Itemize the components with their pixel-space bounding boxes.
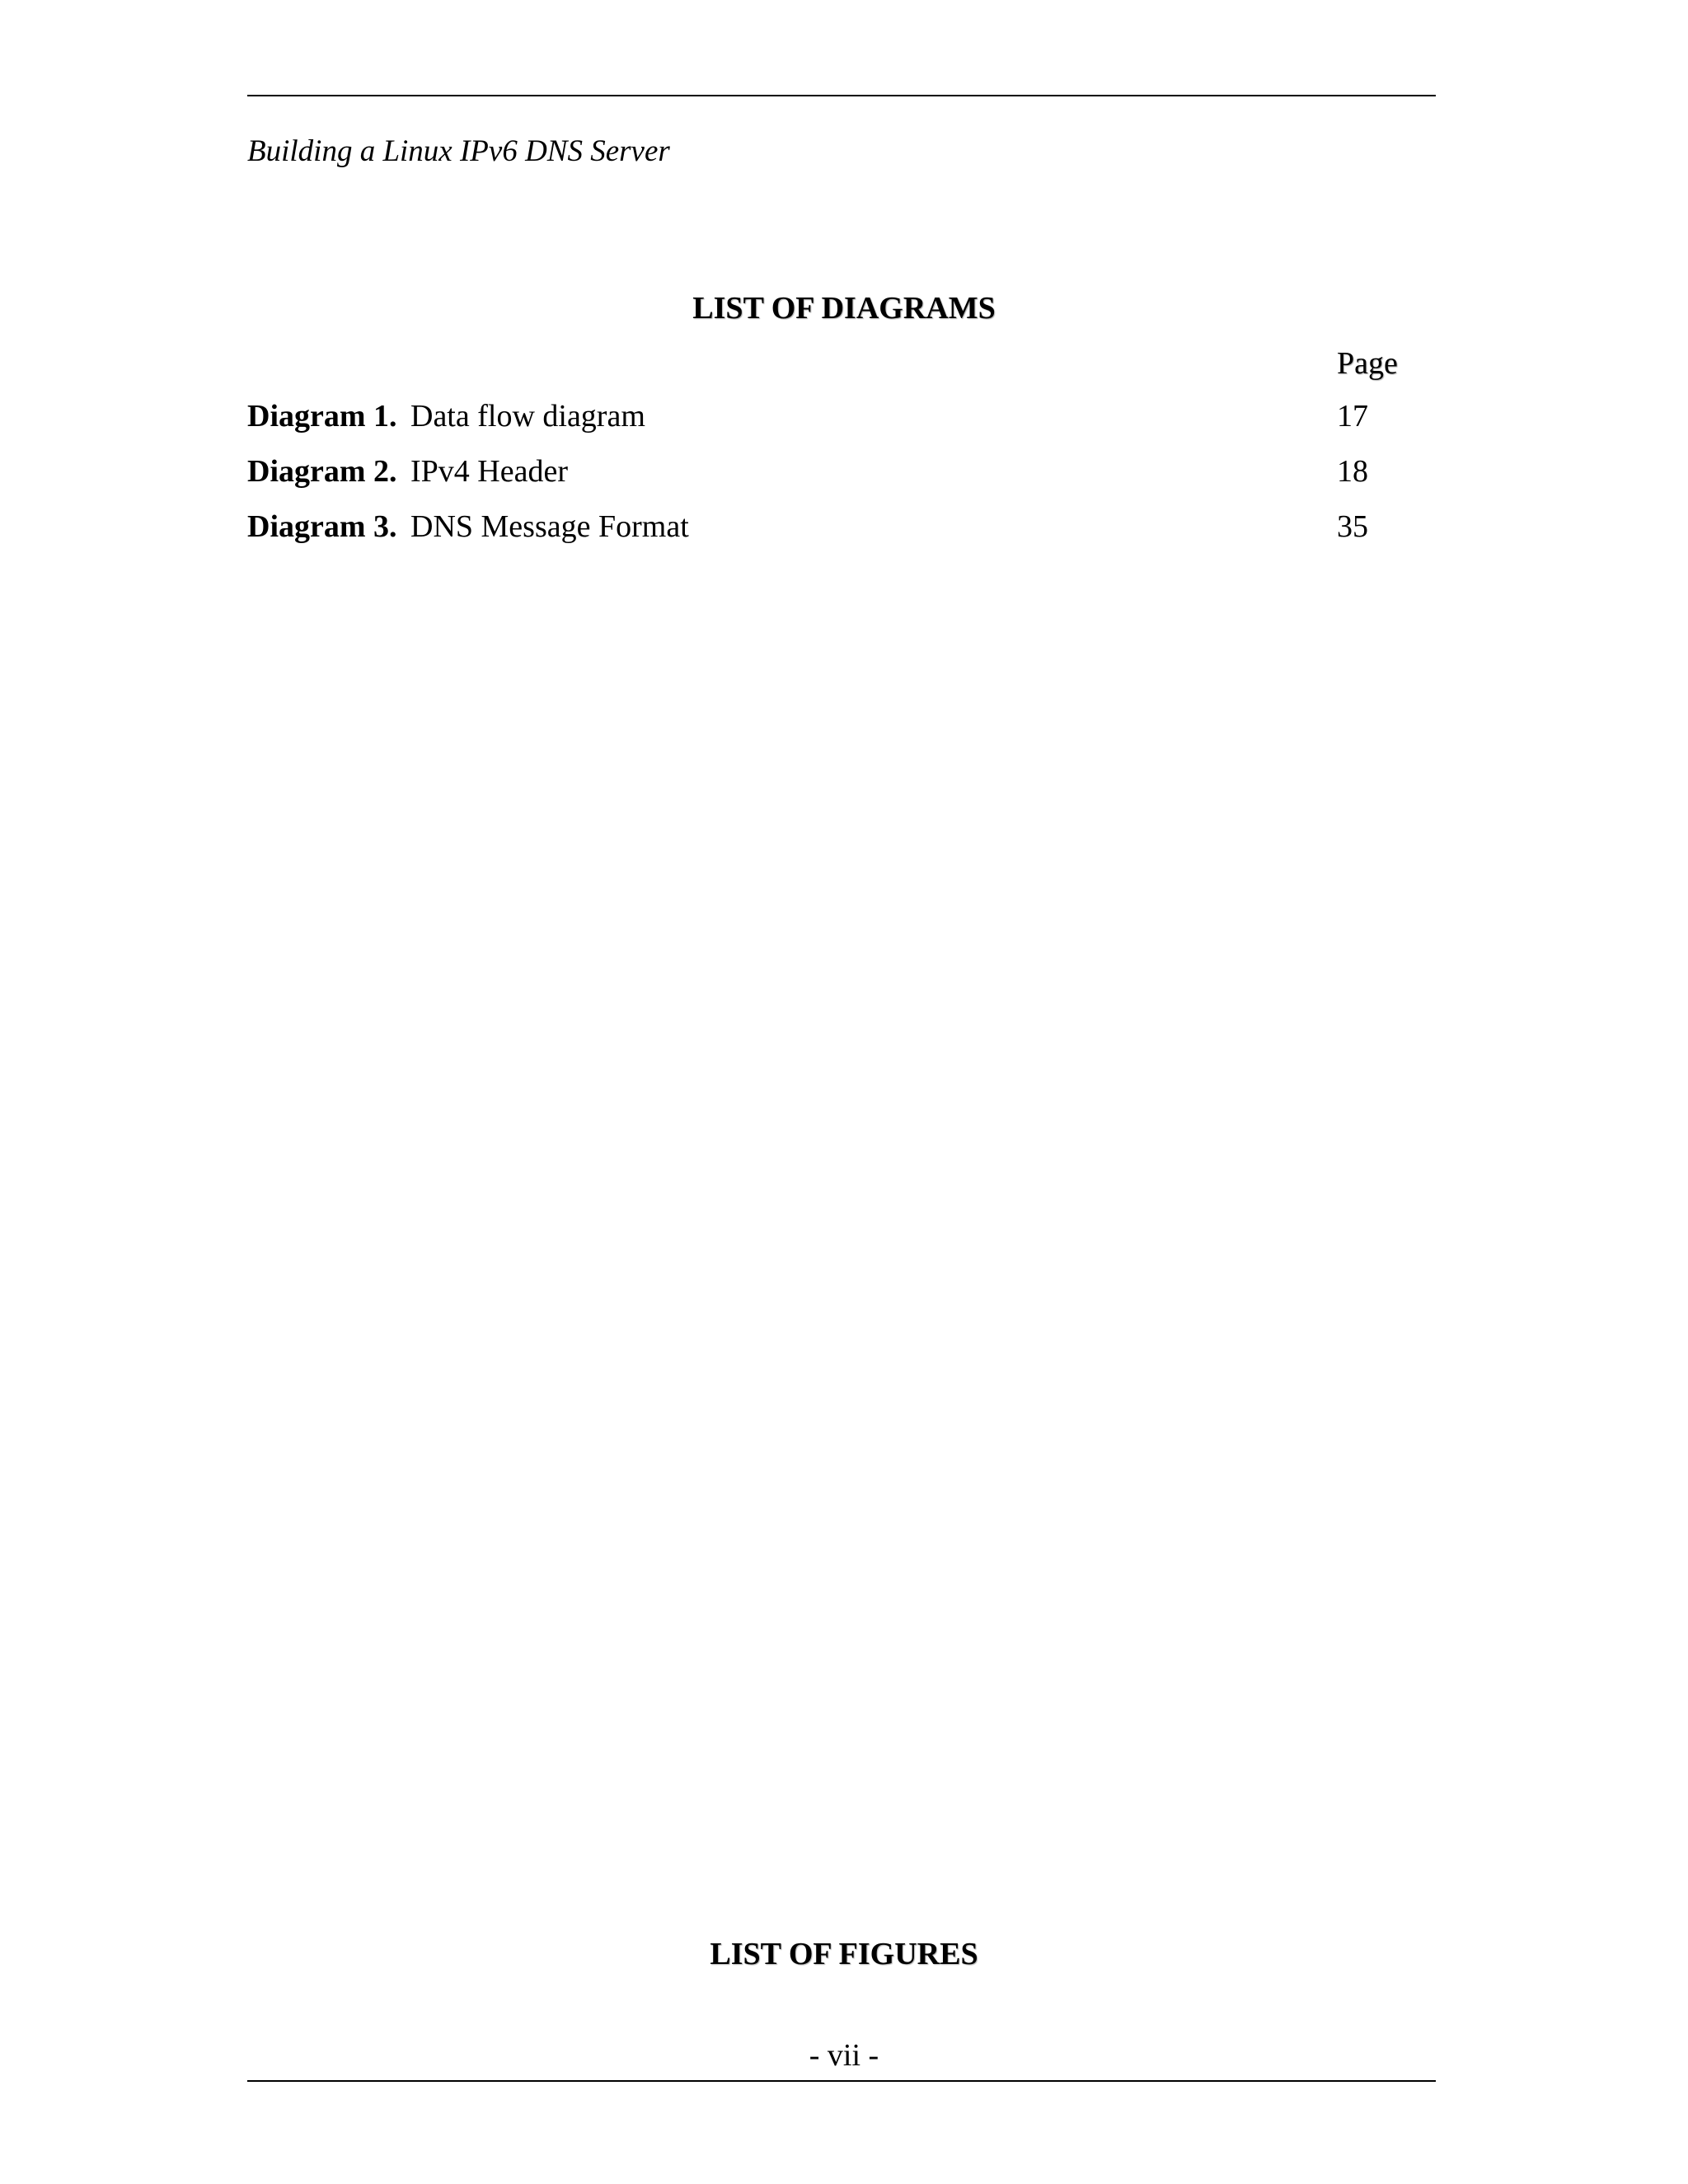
page-column-label: Page: [1337, 346, 1398, 381]
toc-entry-number: Diagram 2.: [247, 454, 397, 489]
toc-entry-page: 35: [1337, 509, 1368, 544]
list-of-diagrams-heading: LIST OF DIAGRAMS: [692, 291, 996, 326]
running-head: Building a Linux IPv6 DNS Server: [247, 134, 670, 168]
toc-entry: [247, 502, 1436, 551]
toc-entry: [247, 447, 1436, 496]
toc-entry: [247, 391, 1436, 441]
toc-entry-title: IPv4 Header: [410, 454, 568, 489]
toc-entry-title: DNS Message Format: [410, 509, 689, 544]
toc-entry-page: 18: [1337, 454, 1368, 489]
page-number: - vii -: [809, 2038, 879, 2073]
toc-entry-page: 17: [1337, 399, 1368, 434]
header-rule: [247, 95, 1436, 96]
toc-entry-number: Diagram 3.: [247, 509, 397, 544]
toc-entry-title: Data flow diagram: [410, 399, 645, 434]
list-of-figures-heading: LIST OF FIGURES: [710, 1937, 978, 1971]
footer-rule: [247, 2080, 1436, 2082]
toc-entry-number: Diagram 1.: [247, 399, 397, 434]
